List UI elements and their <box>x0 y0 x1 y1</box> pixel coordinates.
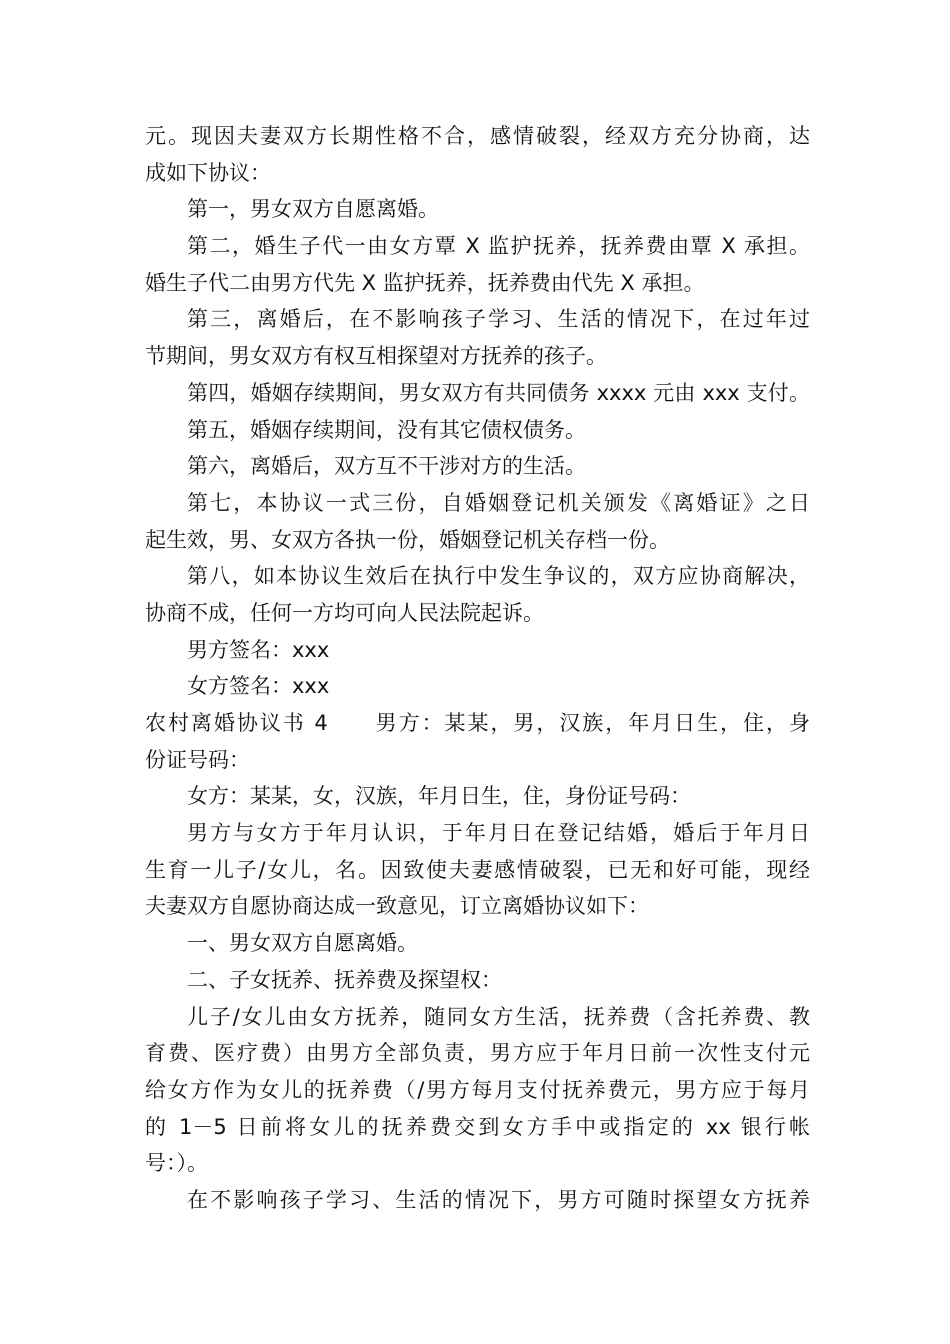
text-line: 第二，婚生子代一由女方覃 X 监护抚养，抚养费由覃 X 承担。 <box>187 234 810 259</box>
text-line: 第四，婚姻存续期间，男女双方有共同债务 xxxx 元由 xxx 支付。 <box>187 380 810 405</box>
text-line: 号：）。 <box>145 1151 208 1176</box>
text-line: 男方与女方于年月认识，于年月日在登记结婚，婚后于年月日 <box>187 821 810 846</box>
document-body <box>145 118 810 1219</box>
text-line: 育费、医疗费）由男方全部负责，男方应于年月日前一次性支付元 <box>145 1041 810 1066</box>
text-line: 儿子/女儿由女方抚养，随同女方生活，抚养费（含托养费、教 <box>187 1004 810 1029</box>
text-line: 二、子女抚养、抚养费及探望权： <box>187 967 502 992</box>
male-signature: 男方签名：xxx <box>187 637 330 662</box>
text-line: 女方：某某，女，汉族，年月日生，住，身份证号码： <box>187 784 691 809</box>
text-line: 婚生子代二由男方代先 X 监护抚养，抚养费由代先 X 承担。 <box>145 270 705 295</box>
text-line: 一、男女双方自愿离婚。 <box>187 931 418 956</box>
text-line: 元。现因夫妻双方长期性格不合，感情破裂，经双方充分协商，达 <box>145 124 810 148</box>
text-line: 在不影响孩子学习、生活的情况下，男方可随时探望女方抚养 <box>187 1187 810 1212</box>
text-line: 起生效，男、女双方各执一份，婚姻登记机关存档一份。 <box>145 527 670 552</box>
text-line: 生育一儿子/女儿，名。因致使夫妻感情破裂，已无和好可能，现经 <box>145 857 810 882</box>
text-line: 第三，离婚后，在不影响孩子学习、生活的情况下，在过年过 <box>187 307 810 332</box>
text-line: 节期间，男女双方有权互相探望对方抚养的孩子。 <box>145 344 607 369</box>
text-line: 份证号码： <box>145 747 250 772</box>
female-signature: 女方签名：xxx <box>187 674 330 699</box>
text-line: 成如下协议： <box>145 160 271 185</box>
text-line: 第七，本协议一式三份，自婚姻登记机关颁发《离婚证》之日 <box>187 490 810 515</box>
text-line: 给女方作为女儿的抚养费（/男方每月支付抚养费元，男方应于每月 <box>145 1077 810 1102</box>
text-line: 第八，如本协议生效后在执行中发生争议的，双方应协商解决， <box>187 564 810 589</box>
text-line: 第一，男女双方自愿离婚。 <box>187 197 439 222</box>
text-line: 的 1－5 日前将女儿的抚养费交到女方手中或指定的 xx 银行帐 <box>145 1114 810 1139</box>
text-line: 第六，离婚后，双方互不干涉对方的生活。 <box>187 454 586 479</box>
text-line: 夫妻双方自愿协商达成一致意见，订立离婚协议如下： <box>145 894 649 919</box>
text-line: 第五，婚姻存续期间，没有其它债权债务。 <box>187 417 586 442</box>
section-heading-line: 农村离婚协议书 4 男方：某某，男，汉族，年月日生，住，身 <box>145 711 810 735</box>
text-line: 协商不成，任何一方均可向人民法院起诉。 <box>145 600 544 625</box>
